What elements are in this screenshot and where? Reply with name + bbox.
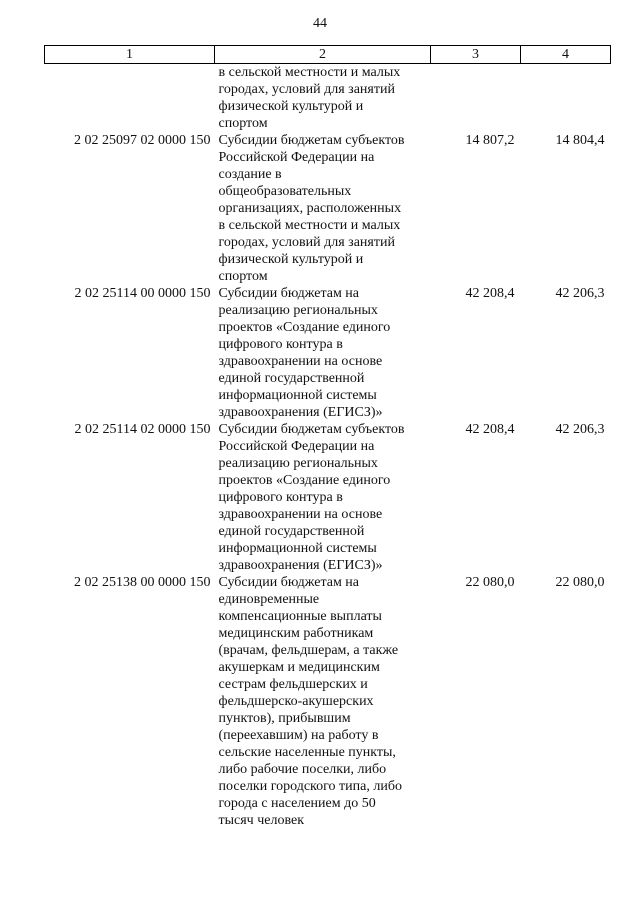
name-line: фельдшерско-акушерских (218, 694, 374, 709)
name-line: проектов «Создание единого (218, 473, 391, 488)
name-line: цифрового контура в (218, 337, 343, 352)
name-line: медицинским работникам (218, 626, 374, 641)
name-line: (переехавшим) на работу в (218, 728, 379, 743)
name-line: единой государственной (218, 524, 365, 539)
name-line: здравоохранения (ЕГИСЗ)» (218, 405, 383, 420)
name-line: физической культурой и (218, 99, 364, 114)
page-number: 44 (313, 16, 327, 31)
name-line: либо рабочие поселки, либо (218, 762, 387, 777)
name-line: здравоохранении на основе (218, 354, 383, 369)
name-line: (врачам, фельдшерам, а также (218, 643, 399, 658)
table-row (45, 574, 611, 829)
row-code: 2 02 25114 02 0000 150 (74, 422, 211, 437)
row-col3: 42 208,4 (465, 422, 515, 437)
name-line: города с населением до 50 (218, 796, 376, 811)
name-line: организациях, расположенных (218, 201, 402, 216)
name-line: реализацию региональных (218, 303, 378, 318)
row-col3: 42 208,4 (465, 286, 515, 301)
name-line: спортом (218, 116, 268, 131)
row-col3: 22 080,0 (465, 575, 515, 590)
name-line: в сельской местности и малых (218, 65, 401, 80)
name-line: создание в (218, 167, 282, 182)
name-line: общеобразовательных (218, 184, 352, 199)
column-header-2: 2 (215, 46, 431, 64)
row-col4: 14 804,4 (555, 133, 605, 148)
column-header-3: 3 (431, 46, 521, 64)
table-row (45, 421, 611, 574)
row-name (215, 285, 431, 421)
name-line: Субсидии бюджетам на (218, 286, 360, 301)
table-row (45, 132, 611, 285)
name-line: Субсидии бюджетам субъектов (218, 133, 405, 148)
name-line: акушеркам и медицинским (218, 660, 380, 675)
row-name (215, 64, 431, 133)
column-header-1: 1 (45, 46, 215, 64)
name-line: физической культурой и (218, 252, 364, 267)
column-number-row (45, 46, 611, 64)
column-header-4: 4 (521, 46, 611, 64)
name-line: проектов «Создание единого (218, 320, 391, 335)
name-line: сестрам фельдшерских и (218, 677, 368, 692)
row-col3: 14 807,2 (465, 133, 515, 148)
row-code: 2 02 25138 00 0000 150 (74, 575, 211, 590)
row-col4: 22 080,0 (555, 575, 605, 590)
name-line: единой государственной (218, 371, 365, 386)
row-code: 2 02 25097 02 0000 150 (74, 133, 211, 148)
name-line: информационной системы (218, 541, 377, 556)
name-line: в сельской местности и малых (218, 218, 401, 233)
row-name (215, 421, 431, 574)
row-code (45, 64, 215, 133)
name-line: пунктов), прибывшим (218, 711, 351, 726)
continuation-row (45, 64, 611, 133)
budget-table (44, 45, 611, 829)
name-line: здравоохранения (ЕГИСЗ)» (218, 558, 383, 573)
name-line: реализацию региональных (218, 456, 378, 471)
name-line: Российской Федерации на (218, 150, 375, 165)
row-col3 (431, 64, 521, 133)
row-col4: 42 206,3 (555, 422, 605, 437)
name-line: сельские населенные пункты, (218, 745, 396, 760)
name-line: компенсационные выплаты (218, 609, 382, 624)
row-col4: 42 206,3 (555, 286, 605, 301)
row-code: 2 02 25114 00 0000 150 (74, 286, 211, 301)
name-line: Субсидии бюджетам на (218, 575, 360, 590)
name-line: цифрового контура в (218, 490, 343, 505)
name-line: здравоохранении на основе (218, 507, 383, 522)
name-line: единовременные (218, 592, 320, 607)
row-col4 (521, 64, 611, 133)
name-line: поселки городского типа, либо (218, 779, 402, 794)
name-line: тысяч человек (218, 813, 305, 828)
name-line: Российской Федерации на (218, 439, 375, 454)
table-body (45, 64, 611, 830)
name-line: Субсидии бюджетам субъектов (218, 422, 405, 437)
row-name (215, 132, 431, 285)
name-line: информационной системы (218, 388, 377, 403)
table-row (45, 285, 611, 421)
name-line: городах, условий для занятий (218, 235, 395, 250)
name-line: спортом (218, 269, 268, 284)
row-name (215, 574, 431, 829)
name-line: городах, условий для занятий (218, 82, 395, 97)
